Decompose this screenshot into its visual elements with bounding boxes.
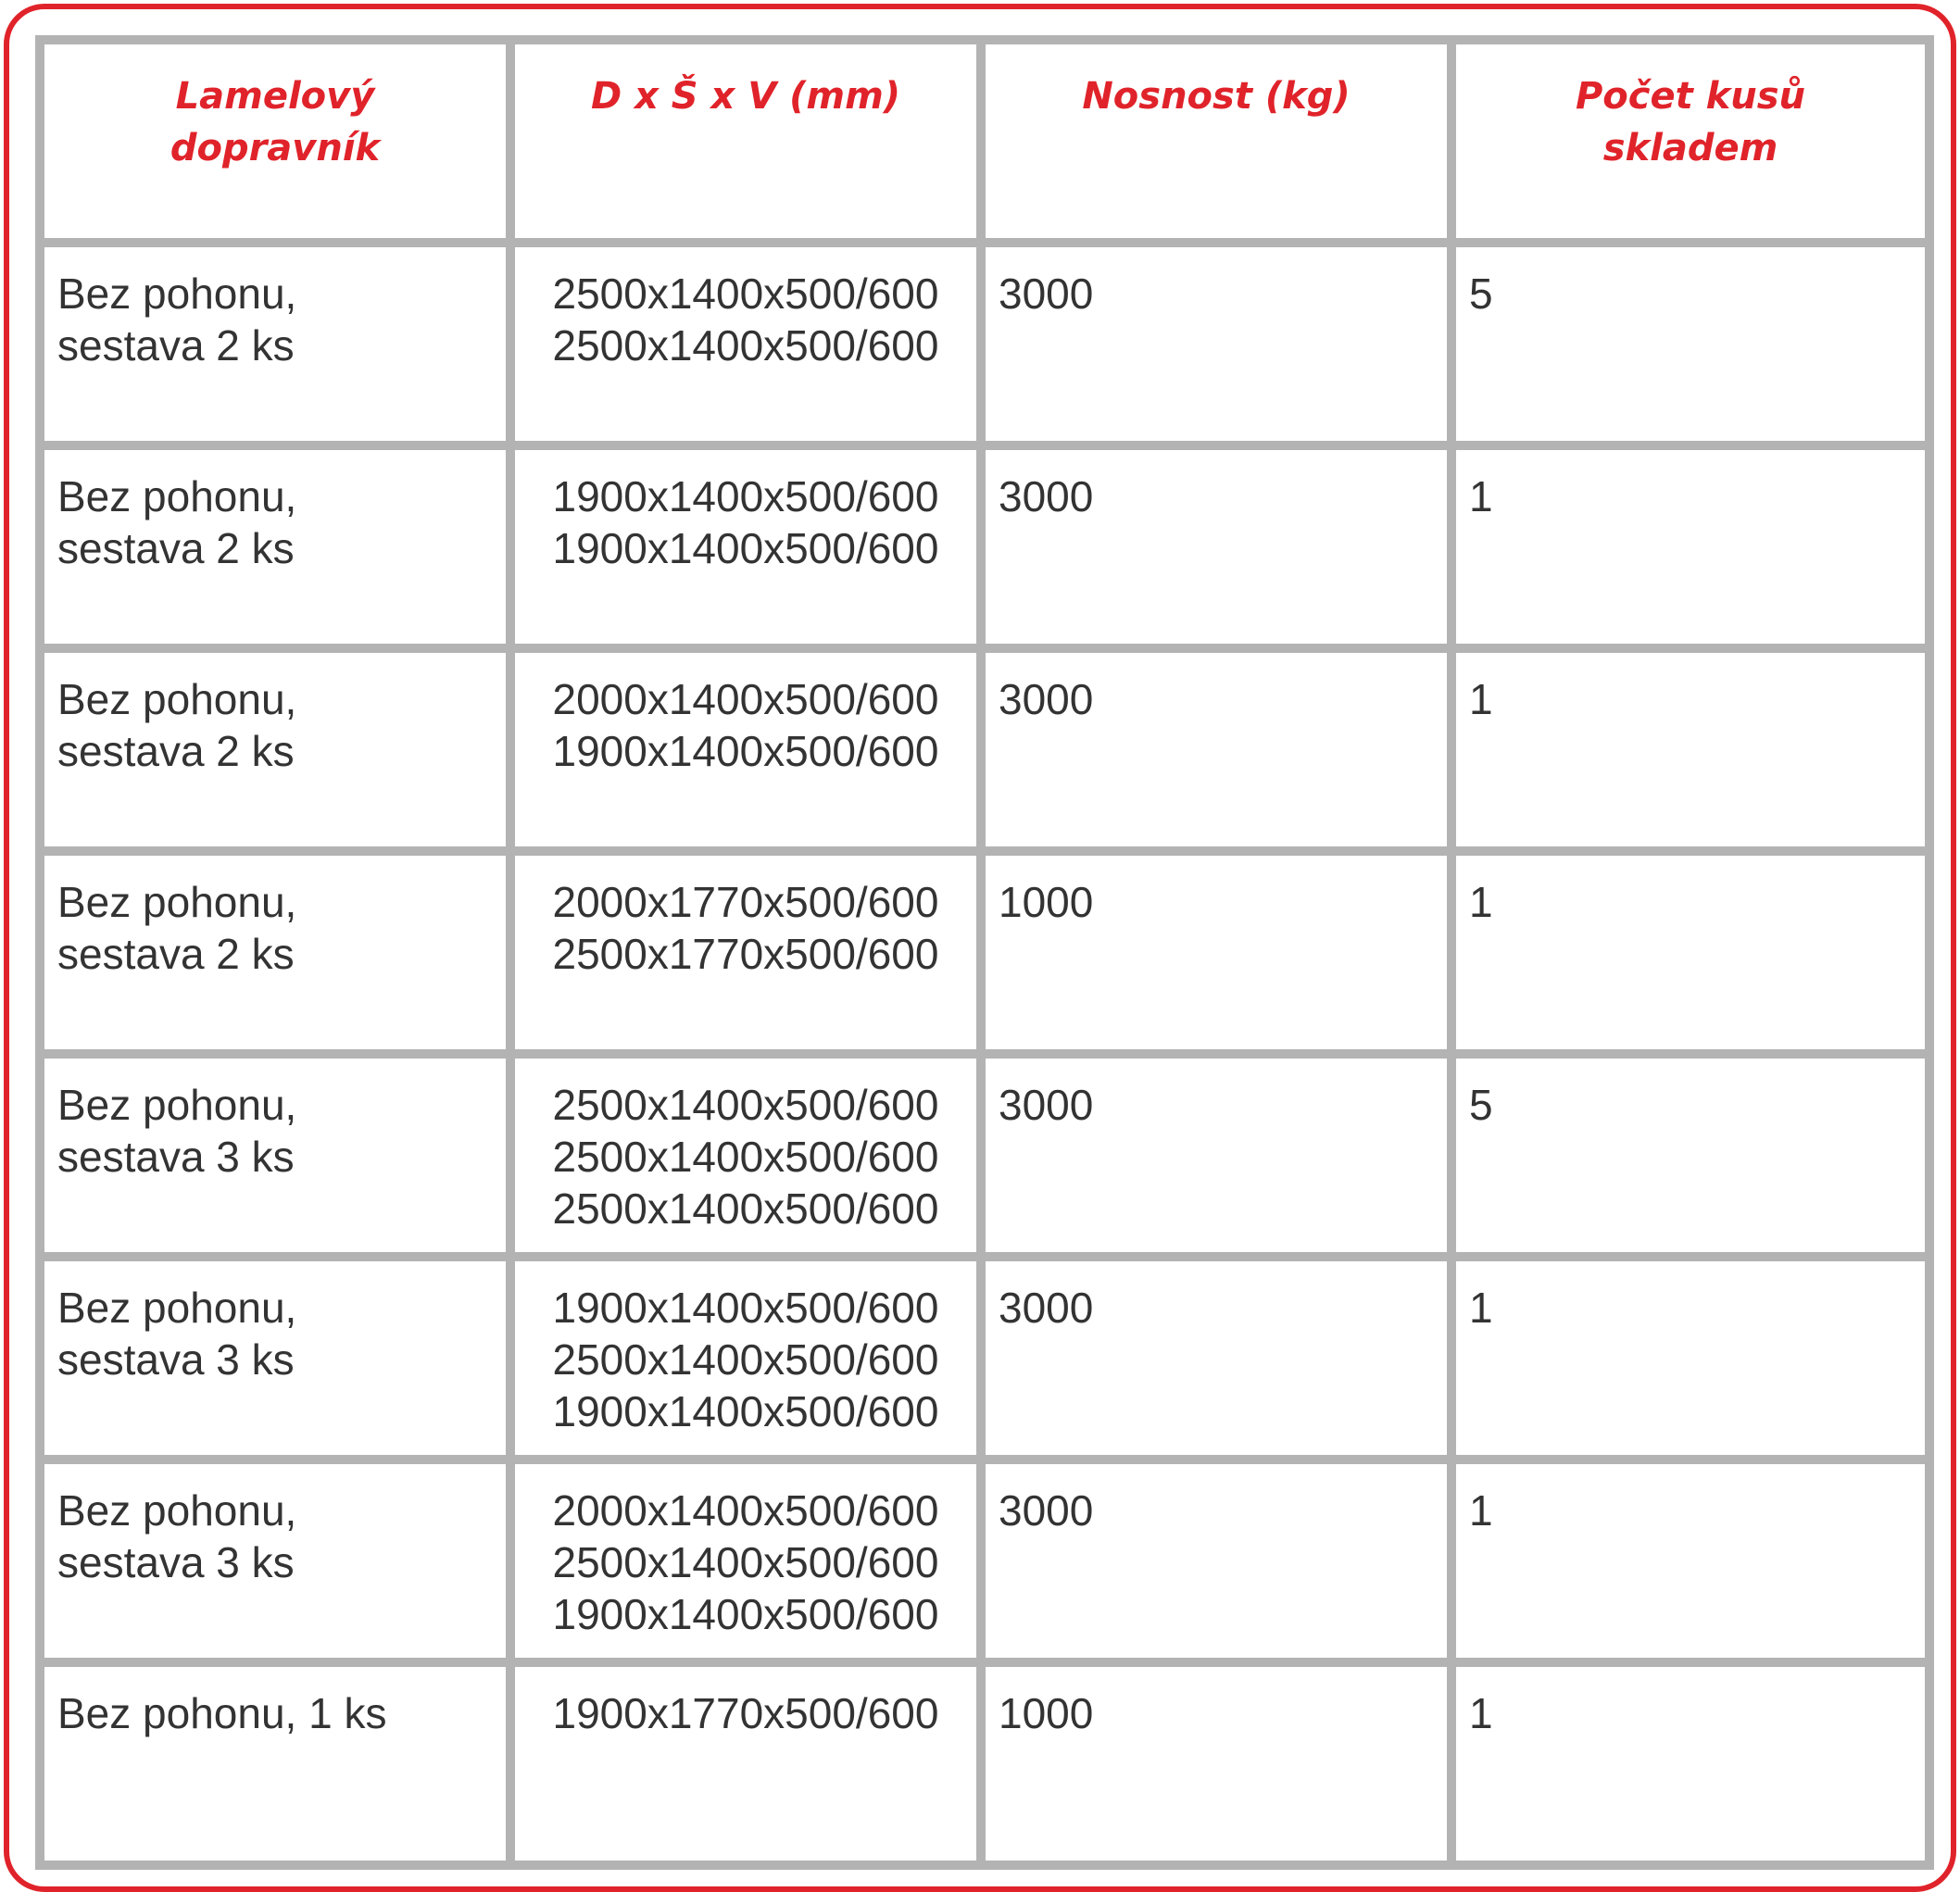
header-capacity bbox=[981, 40, 1451, 243]
header-conveyor-type-line-2: dopravník bbox=[170, 127, 381, 169]
cell-dimensions-line: 2500x1400x500/600 bbox=[552, 269, 939, 318]
cell-capacity-value: 1000 bbox=[999, 1689, 1094, 1737]
cell-dimensions-line: 1900x1400x500/600 bbox=[552, 1284, 939, 1332]
cell-capacity bbox=[981, 243, 1451, 445]
cell-dimensions-line: 2500x1400x500/600 bbox=[552, 1335, 939, 1384]
header-dimensions-line-1: D x Š x V (mm) bbox=[590, 75, 901, 118]
header-stock-count-line-2: skladem bbox=[1602, 127, 1778, 169]
table-row bbox=[40, 445, 1929, 648]
cell-conveyor-type-line: sestava 2 ks bbox=[57, 727, 295, 775]
cell-conveyor-type-line: Bez pohonu, bbox=[57, 269, 297, 318]
table-row bbox=[40, 851, 1929, 1054]
cell-conveyor-type bbox=[40, 1257, 510, 1460]
header-capacity-line-1: Nosnost (kg) bbox=[1082, 75, 1351, 118]
cell-stock-count-value: 1 bbox=[1469, 1284, 1493, 1332]
cell-capacity bbox=[981, 1054, 1451, 1257]
cell-capacity-value: 3000 bbox=[999, 269, 1094, 318]
cell-dimensions-line: 1900x1770x500/600 bbox=[552, 1689, 939, 1737]
cell-stock-count bbox=[1451, 243, 1929, 445]
cell-conveyor-type-line: Bez pohonu, bbox=[57, 472, 297, 520]
table-row bbox=[40, 1460, 1929, 1662]
table-row bbox=[40, 243, 1929, 445]
cell-dimensions bbox=[510, 1460, 981, 1662]
cell-conveyor-type bbox=[40, 1662, 510, 1865]
cell-stock-count-value: 1 bbox=[1469, 878, 1493, 926]
cell-capacity bbox=[981, 851, 1451, 1054]
cell-dimensions-line: 1900x1400x500/600 bbox=[552, 1387, 939, 1435]
cell-dimensions-line: 2500x1400x500/600 bbox=[552, 1133, 939, 1181]
cell-capacity bbox=[981, 1460, 1451, 1662]
cell-conveyor-type-line: sestava 2 ks bbox=[57, 524, 295, 572]
table-row bbox=[40, 1054, 1929, 1257]
table-row bbox=[40, 648, 1929, 851]
cell-conveyor-type-line: sestava 3 ks bbox=[57, 1133, 295, 1181]
table-body bbox=[40, 243, 1929, 1865]
cell-stock-count-value: 5 bbox=[1469, 1081, 1493, 1129]
cell-stock-count bbox=[1451, 1054, 1929, 1257]
cell-dimensions bbox=[510, 648, 981, 851]
cell-dimensions-line: 2000x1400x500/600 bbox=[552, 1486, 939, 1535]
cell-dimensions bbox=[510, 851, 981, 1054]
cell-dimensions-line: 2500x1400x500/600 bbox=[552, 1081, 939, 1129]
cell-conveyor-type-line: sestava 3 ks bbox=[57, 1538, 295, 1586]
cell-capacity bbox=[981, 1257, 1451, 1460]
cell-dimensions-line: 2500x1400x500/600 bbox=[552, 321, 939, 370]
cell-stock-count-value: 1 bbox=[1469, 472, 1493, 520]
cell-stock-count bbox=[1451, 1662, 1929, 1865]
cell-conveyor-type-line: sestava 2 ks bbox=[57, 930, 295, 978]
cell-capacity-value: 3000 bbox=[999, 1486, 1094, 1535]
cell-conveyor-type-line: Bez pohonu, bbox=[57, 878, 297, 926]
cell-conveyor-type bbox=[40, 1460, 510, 1662]
cell-dimensions bbox=[510, 1662, 981, 1865]
cell-stock-count bbox=[1451, 445, 1929, 648]
cell-capacity bbox=[981, 445, 1451, 648]
header-stock-count-line-1: Počet kusů bbox=[1575, 75, 1806, 118]
cell-stock-count-value: 1 bbox=[1469, 1486, 1493, 1535]
cell-capacity-value: 3000 bbox=[999, 675, 1094, 723]
cell-conveyor-type bbox=[40, 1054, 510, 1257]
cell-dimensions bbox=[510, 1054, 981, 1257]
cell-conveyor-type-line: Bez pohonu, bbox=[57, 1486, 297, 1535]
cell-dimensions-line: 1900x1400x500/600 bbox=[552, 727, 939, 775]
cell-dimensions-line: 1900x1400x500/600 bbox=[552, 1590, 939, 1638]
cell-dimensions bbox=[510, 243, 981, 445]
cell-stock-count bbox=[1451, 851, 1929, 1054]
cell-conveyor-type-line: Bez pohonu, bbox=[57, 1284, 297, 1332]
cell-conveyor-type-line: Bez pohonu, bbox=[57, 1081, 297, 1129]
cell-conveyor-type bbox=[40, 648, 510, 851]
cell-dimensions bbox=[510, 1257, 981, 1460]
cell-dimensions bbox=[510, 445, 981, 648]
cell-capacity bbox=[981, 648, 1451, 851]
cell-dimensions-line: 2500x1400x500/600 bbox=[552, 1538, 939, 1586]
cell-dimensions-line: 2000x1770x500/600 bbox=[552, 878, 939, 926]
cell-conveyor-type bbox=[40, 243, 510, 445]
cell-conveyor-type bbox=[40, 445, 510, 648]
cell-dimensions-line: 2000x1400x500/600 bbox=[552, 675, 939, 723]
cell-stock-count bbox=[1451, 1460, 1929, 1662]
table-row bbox=[40, 1662, 1929, 1865]
cell-capacity-value: 3000 bbox=[999, 1081, 1094, 1129]
cell-dimensions-line: 1900x1400x500/600 bbox=[552, 524, 939, 572]
cell-conveyor-type-line: Bez pohonu, 1 ks bbox=[57, 1689, 387, 1737]
cell-conveyor-type-line: Bez pohonu, bbox=[57, 675, 297, 723]
cell-capacity bbox=[981, 1662, 1451, 1865]
conveyor-stock-table bbox=[35, 35, 1934, 1870]
cell-stock-count bbox=[1451, 648, 1929, 851]
table-row bbox=[40, 1257, 1929, 1460]
cell-conveyor-type-line: sestava 2 ks bbox=[57, 321, 295, 370]
cell-conveyor-type bbox=[40, 851, 510, 1054]
cell-stock-count-value: 1 bbox=[1469, 675, 1493, 723]
header-stock-count bbox=[1451, 40, 1929, 243]
cell-capacity-value: 3000 bbox=[999, 472, 1094, 520]
cell-conveyor-type-line: sestava 3 ks bbox=[57, 1335, 295, 1384]
cell-capacity-value: 1000 bbox=[999, 878, 1094, 926]
cell-capacity-value: 3000 bbox=[999, 1284, 1094, 1332]
header-conveyor-type-line-1: Lamelový bbox=[175, 75, 375, 118]
cell-stock-count bbox=[1451, 1257, 1929, 1460]
cell-dimensions-line: 1900x1400x500/600 bbox=[552, 472, 939, 520]
cell-stock-count-value: 1 bbox=[1469, 1689, 1493, 1737]
cell-dimensions-line: 2500x1400x500/600 bbox=[552, 1184, 939, 1233]
header-conveyor-type bbox=[40, 40, 510, 243]
cell-dimensions-line: 2500x1770x500/600 bbox=[552, 930, 939, 978]
cell-stock-count-value: 5 bbox=[1469, 269, 1493, 318]
header-dimensions bbox=[510, 40, 981, 243]
header-row bbox=[40, 40, 1929, 243]
